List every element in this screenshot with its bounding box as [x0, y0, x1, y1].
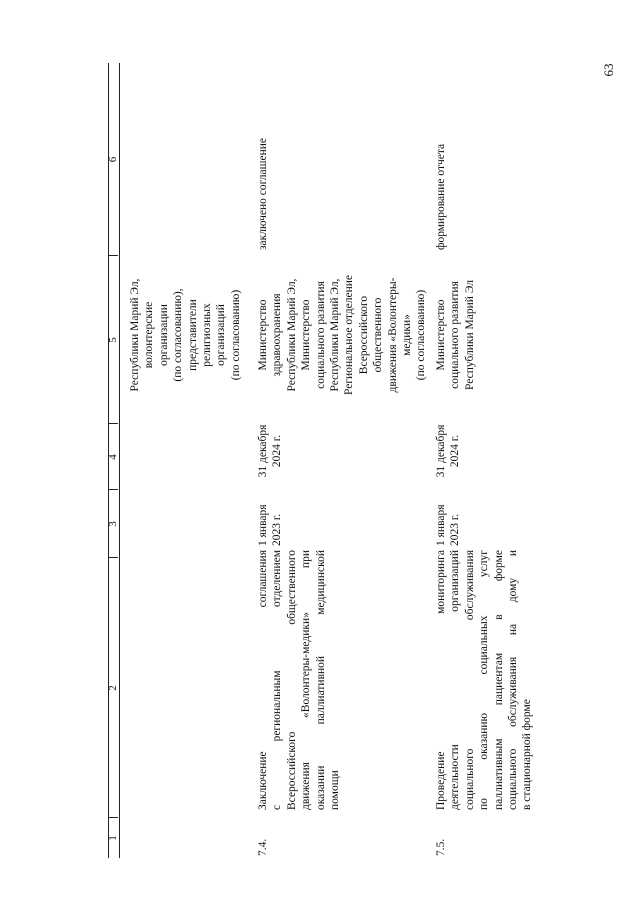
activity-text: Проведение мониторинга деятельности организаций социального обслуживания по оказанию социальных услуг паллиативным пациентам в форме социального обслуживания на дому и в стационарной форме — [435, 550, 534, 810]
row-number: 7.4. — [257, 838, 269, 856]
executors: Министерство здравоохранения Республики Марий Эл, Министерство социального развития Республики Марий Эл, Региональное отделение Всероссийского общественного движения «Волонтеры- медики» (по согласованию) — [257, 274, 428, 396]
executors-continuation: Республики Марий Эл, волонтерские организации (по согласованию), представители религиозных организаций (по согласованию) — [129, 278, 242, 392]
row-number: 7.5. — [435, 838, 447, 856]
result: заключено соглашение — [257, 138, 269, 250]
activity-text: Заключение соглашения с региональным отделением Всероссийского общественного движения «Волонтеры-медики» при оказании паллиативной медицинской помощи — [257, 550, 342, 810]
start-date: 1 января 2023 г. — [257, 504, 284, 546]
result: формирование отчета — [435, 143, 447, 250]
end-date: 31 декабря 2024 г. — [435, 424, 462, 478]
header-col-5: 5 — [107, 337, 119, 343]
header-col-1: 1 — [107, 835, 119, 841]
table — [107, 63, 534, 858]
executors: Министерство социального развития Республики Марий Эл — [435, 280, 476, 391]
header-col-6: 6 — [107, 156, 119, 163]
page-number: 63 — [601, 63, 616, 77]
header-col-3: 3 — [107, 521, 119, 527]
end-date: 31 декабря 2024 г. — [257, 424, 284, 478]
header-col-4: 4 — [107, 454, 119, 460]
header-col-2: 2 — [107, 685, 119, 691]
start-date: 1 января 2023 г. — [435, 504, 462, 546]
